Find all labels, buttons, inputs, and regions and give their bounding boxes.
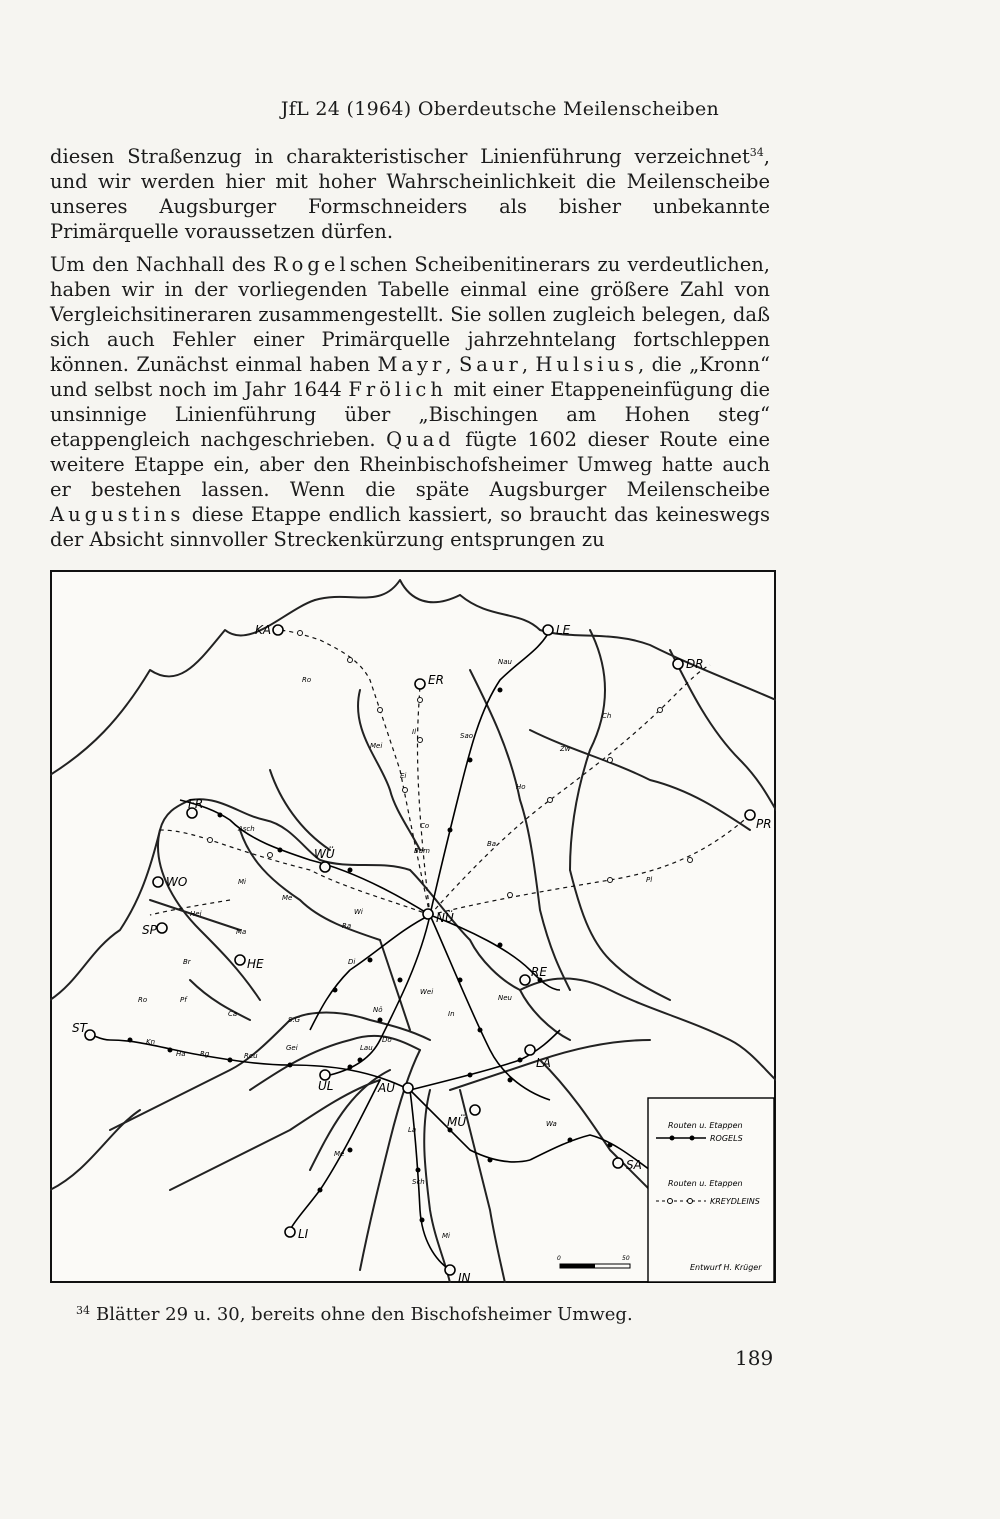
city-label-ul: UL: [318, 1079, 334, 1093]
footnote-ref: 34: [749, 146, 764, 159]
svg-text:50: 50: [622, 1255, 630, 1262]
author-mayr: Mayr: [377, 353, 446, 376]
city-label-er: ER: [428, 673, 444, 687]
city-label-sp: SP: [142, 923, 157, 937]
stage-label: Wi: [354, 908, 363, 916]
stage-label: Co: [420, 822, 430, 830]
city-label-ka: KA: [255, 623, 272, 637]
author-hulsius: Hulsius: [535, 353, 639, 376]
stage-label: Nau: [498, 658, 512, 666]
city-label-he: HE: [247, 957, 264, 971]
city-label-re: RE: [531, 965, 547, 979]
map-legend: [648, 1098, 774, 1282]
stage-label: Ch: [602, 712, 612, 720]
route-map: [50, 570, 776, 1283]
stage-label: Sch: [412, 1178, 425, 1186]
map-credit: Entwurf H. Krüger: [690, 1263, 762, 1272]
city-label-mue: MÜ: [447, 1115, 467, 1129]
stage-label: Nö: [373, 1006, 383, 1014]
city-label-fr: FR: [188, 797, 204, 811]
stage-label: Mei: [370, 742, 383, 750]
city-label-wo: WO: [166, 875, 188, 889]
legend-title-2: Routen u. Etappen: [668, 1179, 743, 1188]
stage-label: La: [408, 1126, 417, 1134]
paragraph-2: Um den Nachhall des Rogelschen Scheibenitinerars zu verdeutlichen, haben wir in der vorliegenden Tabelle einmal eine größere Zahl von Vergleichsitineraren zusammengestellt. Sie sollen zugleich belegen, daß sich auch Fehler einer Primärquelle jahrzehntelang fortschleppen können. Zunächst einmal haben Mayr, Saur, Hulsius, die „Kronn“ und selbst noch im Jahr 1644 Frölich mit einer Etappeneinfügung die unsinnige Linienführung über „Bischingen am Hohen steg“ etappengleich nachgeschrieben. Quad fügte 1602 dieser Route eine weitere Etappe ein, aber den Rheinbischofsheimer Umweg hatte auch er bestehen lassen. Wenn die späte Augsburger Meilenscheibe Augustins diese Etappe endlich kassiert, so braucht das keineswegs der Absicht sinnvoller Streckenkürzung entsprungen zu: [50, 253, 771, 551]
legend-name-2: KREYDLEINS: [710, 1197, 760, 1206]
stage-label: Ba: [487, 840, 497, 848]
stage-label: Ei: [400, 772, 407, 780]
city-label-li: LI: [298, 1227, 309, 1241]
stage-label: Mi: [442, 1232, 450, 1240]
city-label-sa: SA: [626, 1158, 642, 1172]
stage-label: Br: [183, 958, 191, 966]
stage-label: Me: [282, 894, 293, 902]
stage-label: Gei: [286, 1044, 298, 1052]
stage-label: Pl: [646, 876, 653, 884]
route-map-svg: [50, 570, 776, 1283]
stage-label: Zw: [560, 745, 571, 753]
city-label-dr: DR: [686, 657, 704, 671]
stage-label: Hei: [190, 910, 202, 918]
stage-label: Do: [382, 1036, 392, 1044]
stage-label: Reu: [244, 1052, 258, 1060]
author-quad: Quad: [386, 428, 455, 451]
stage-label: Wa: [546, 1120, 557, 1128]
stage-label: Neu: [498, 994, 512, 1002]
stage-label: Ro: [138, 996, 148, 1004]
stage-label: Ma: [236, 928, 247, 936]
running-header: JfL 24 (1964) Oberdeutsche Meilenscheiben: [280, 98, 720, 120]
stage-label: In: [448, 1010, 455, 1018]
footnote: [76, 1304, 633, 1325]
stage-label: Sao: [460, 732, 474, 740]
page-number: 189: [735, 1346, 774, 1370]
city-label-wue: WÜ: [314, 847, 335, 861]
stage-label: Lau: [360, 1044, 373, 1052]
stage-label: Ro: [302, 676, 312, 684]
stage-label: Ca: [228, 1010, 238, 1018]
city-label-le: LE: [556, 623, 571, 637]
stage-label: S.G: [288, 1016, 301, 1024]
legend-title-1: Routen u. Etappen: [668, 1121, 743, 1130]
stage-label: Rg: [200, 1050, 210, 1058]
stage-label: Di: [348, 958, 356, 966]
city-label-la: LA: [536, 1056, 551, 1070]
stage-label: Ho: [516, 783, 526, 791]
svg-text:0: 0: [557, 1255, 561, 1262]
city-label-au: AU: [378, 1081, 395, 1095]
author-rogel: Rogel: [273, 253, 350, 276]
city-label-st: ST: [72, 1021, 87, 1035]
footnote-text: Blätter 29 u. 30, bereits ohne den Bischofsheimer Umweg.: [96, 1304, 633, 1325]
footnote-number: 34: [76, 1304, 90, 1317]
paragraph-1: diesen Straßenzug in charakteristischer Linienführung verzeichnet$^{34}$, und wir werden hier mit hoher Wahrscheinlichkeit die Meilenscheibe unseres Augsburger Formschneiders als bisher unbekannte Primärquelle voraussetzen dürfen.: [50, 145, 770, 243]
stage-label: Kn: [146, 1038, 156, 1046]
stage-label: Ha: [176, 1050, 186, 1058]
city-label-in: IN: [458, 1271, 471, 1283]
stage-label: Wei: [420, 988, 434, 996]
legend-name-1: ROGELS: [710, 1134, 743, 1143]
city-label-nue: NÜ: [436, 911, 454, 925]
author-froelich: Frölich: [348, 378, 447, 401]
author-augustin: Augustins: [50, 503, 185, 526]
stage-label: Bam: [414, 847, 430, 855]
stage-label: Pf: [180, 996, 187, 1004]
stage-label: Me: [334, 1150, 345, 1158]
stage-label: Mi: [238, 878, 246, 886]
city-label-pr: PR: [756, 817, 772, 831]
author-saur: Saur: [458, 353, 522, 376]
stage-label: Asch: [238, 825, 255, 833]
body-text: [50, 140, 770, 560]
stage-label: Il: [412, 728, 417, 736]
stage-label: Ra: [342, 922, 352, 930]
